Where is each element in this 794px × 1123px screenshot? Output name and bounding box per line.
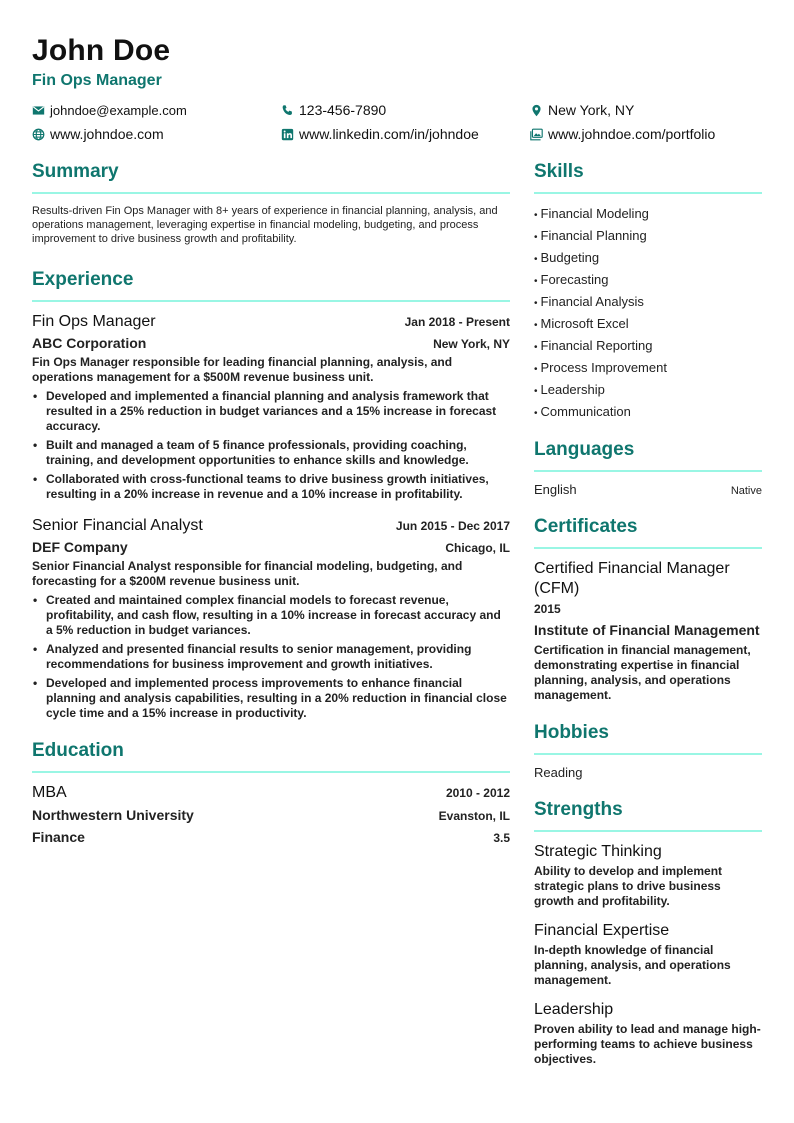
certificates-section (534, 515, 762, 703)
location-text: New York, NY (548, 102, 635, 118)
contact-email[interactable] (32, 101, 281, 119)
strengths-section (534, 798, 762, 1067)
job-company: ABC Corporation (32, 335, 147, 351)
strength-name: Strategic Thinking (534, 843, 662, 860)
summary-heading: Summary (32, 160, 510, 194)
resume-page (32, 34, 762, 1066)
skills-list (534, 204, 762, 424)
envelope-icon (32, 104, 45, 117)
education-heading: Education (32, 739, 510, 773)
candidate-name: John Doe (32, 34, 171, 67)
achievement-item: • Developed and implemented process improvements to enhance financial planning and analysis capabilities, resulting in a 20% reduction in financial close cycle time and a 15% increase in productivity. (32, 676, 510, 721)
map-pin-icon (530, 104, 543, 117)
certificate-year: 2015 (534, 602, 561, 616)
job-date: Jun 2015 - Dec 2017 (395, 519, 510, 533)
certificate-description: Certification in financial management, demonstrating expertise in financial planning, analysis, and operations management. (534, 643, 751, 702)
strength-name: Financial Expertise (534, 922, 670, 939)
skill-item: • Process Improvement (534, 360, 667, 375)
job-achievements (32, 593, 510, 721)
contact-portfolio[interactable] (530, 125, 762, 143)
strength-description: Ability to develop and implement strategic plans to drive business growth and profitability. (534, 864, 723, 908)
experience-section (32, 268, 510, 721)
job-title: Senior Financial Analyst (32, 517, 203, 534)
languages-section (534, 438, 762, 497)
phone-text: 123-456-7890 (299, 102, 387, 118)
globe-icon (32, 128, 45, 141)
school-name: Northwestern University (32, 807, 194, 823)
skill-item: • Leadership (534, 382, 605, 397)
language-item (534, 482, 762, 497)
skill-item: • Communication (534, 404, 631, 419)
strength-name: Leadership (534, 1001, 614, 1018)
strengths-heading: Strengths (534, 798, 762, 832)
skill-item: • Financial Analysis (534, 294, 644, 309)
languages-heading: Languages (534, 438, 762, 472)
job-description: Fin Ops Manager responsible for leading financial planning, analysis, and operations management for a $500M revenue business unit. (32, 355, 453, 384)
phone-icon (281, 104, 294, 117)
strength-description: In-depth knowledge of financial planning, analysis, and operations management. (534, 943, 731, 987)
left-column (32, 160, 510, 869)
email-text: johndoe@example.com (50, 102, 187, 118)
language-level: Native (730, 485, 762, 497)
education-years: 2010 - 2012 (445, 786, 510, 800)
contact-phone[interactable] (281, 101, 530, 119)
degree: MBA (32, 784, 67, 801)
skills-section (534, 160, 762, 424)
image-gallery-icon (530, 128, 543, 141)
contact-linkedin[interactable] (281, 125, 530, 143)
portfolio-text: www.johndoe.com/portfolio (548, 126, 716, 142)
job-entry (32, 312, 510, 502)
gpa: 3.5 (493, 831, 510, 845)
job-location: New York, NY (433, 337, 510, 351)
achievement-item: • Created and maintained complex financial models to forecast revenue, profitability, and cash flow, resulting in a 10% increase in forecast accuracy and a 5% reduction in budget variances. (32, 593, 510, 638)
experience-heading: Experience (32, 268, 510, 302)
linkedin-text: www.linkedin.com/in/johndoe (299, 126, 479, 142)
job-achievements (32, 389, 510, 502)
field-of-study: Finance (32, 829, 85, 845)
skill-item: • Budgeting (534, 250, 600, 265)
skill-item: • Financial Modeling (534, 206, 649, 221)
skills-heading: Skills (534, 160, 762, 194)
language-name: English (534, 482, 577, 497)
summary-text: Results-driven Fin Ops Manager with 8+ years of experience in financial planning, analysis, and operations management, leveraging expertise in financial modeling, budgeting, and process improvement to drive business growth and profitability. (32, 205, 498, 245)
skill-item: • Financial Planning (534, 228, 647, 243)
candidate-role: Fin Ops Manager (32, 72, 162, 89)
strength-item (534, 1000, 762, 1067)
job-entry (32, 516, 510, 721)
strength-item (534, 842, 762, 909)
hobbies-section (534, 721, 762, 780)
hobbies-heading: Hobbies (534, 721, 762, 755)
achievement-item: • Collaborated with cross-functional teams to drive business growth initiatives, resulting in a 20% increase in revenue and a 10% increase in profitability. (32, 472, 510, 502)
right-column (534, 160, 762, 1089)
job-title: Fin Ops Manager (32, 313, 156, 330)
hobby-item: Reading (534, 765, 583, 780)
skill-item: • Microsoft Excel (534, 316, 629, 331)
achievement-item: • Analyzed and presented financial results to senior management, providing recommendations for business improvement and growth initiatives. (32, 642, 510, 672)
job-description: Senior Financial Analyst responsible for financial modeling, budgeting, and forecasting for a $200M revenue business unit. (32, 559, 463, 588)
linkedin-icon (281, 128, 294, 141)
contact-location (530, 101, 762, 119)
strength-description: Proven ability to lead and manage high-performing teams to achieve business objectives. (534, 1022, 761, 1066)
summary-section (32, 160, 510, 246)
skill-item: • Forecasting (534, 272, 609, 287)
job-date: Jan 2018 - Present (404, 315, 510, 329)
strength-item (534, 921, 762, 988)
skill-item: • Financial Reporting (534, 338, 653, 353)
certificate-institution: Institute of Financial Management (534, 622, 760, 638)
contact-website[interactable] (32, 125, 281, 143)
certificates-heading: Certificates (534, 515, 762, 549)
school-location: Evanston, IL (438, 809, 510, 823)
job-company: DEF Company (32, 539, 128, 555)
contact-grid (32, 101, 762, 143)
achievement-item: • Developed and implemented a financial planning and analysis framework that resulted in a 25% reduction in budget variances and a 15% increase in forecast accuracy. (32, 389, 510, 434)
education-section (32, 739, 510, 847)
achievement-item: • Built and managed a team of 5 finance professionals, providing coaching, training, and development opportunities to enhance skills and knowledge. (32, 438, 510, 468)
website-text: www.johndoe.com (50, 126, 164, 142)
certificate-name: Certified Financial Manager (CFM) (534, 560, 730, 597)
job-location: Chicago, IL (445, 541, 510, 555)
